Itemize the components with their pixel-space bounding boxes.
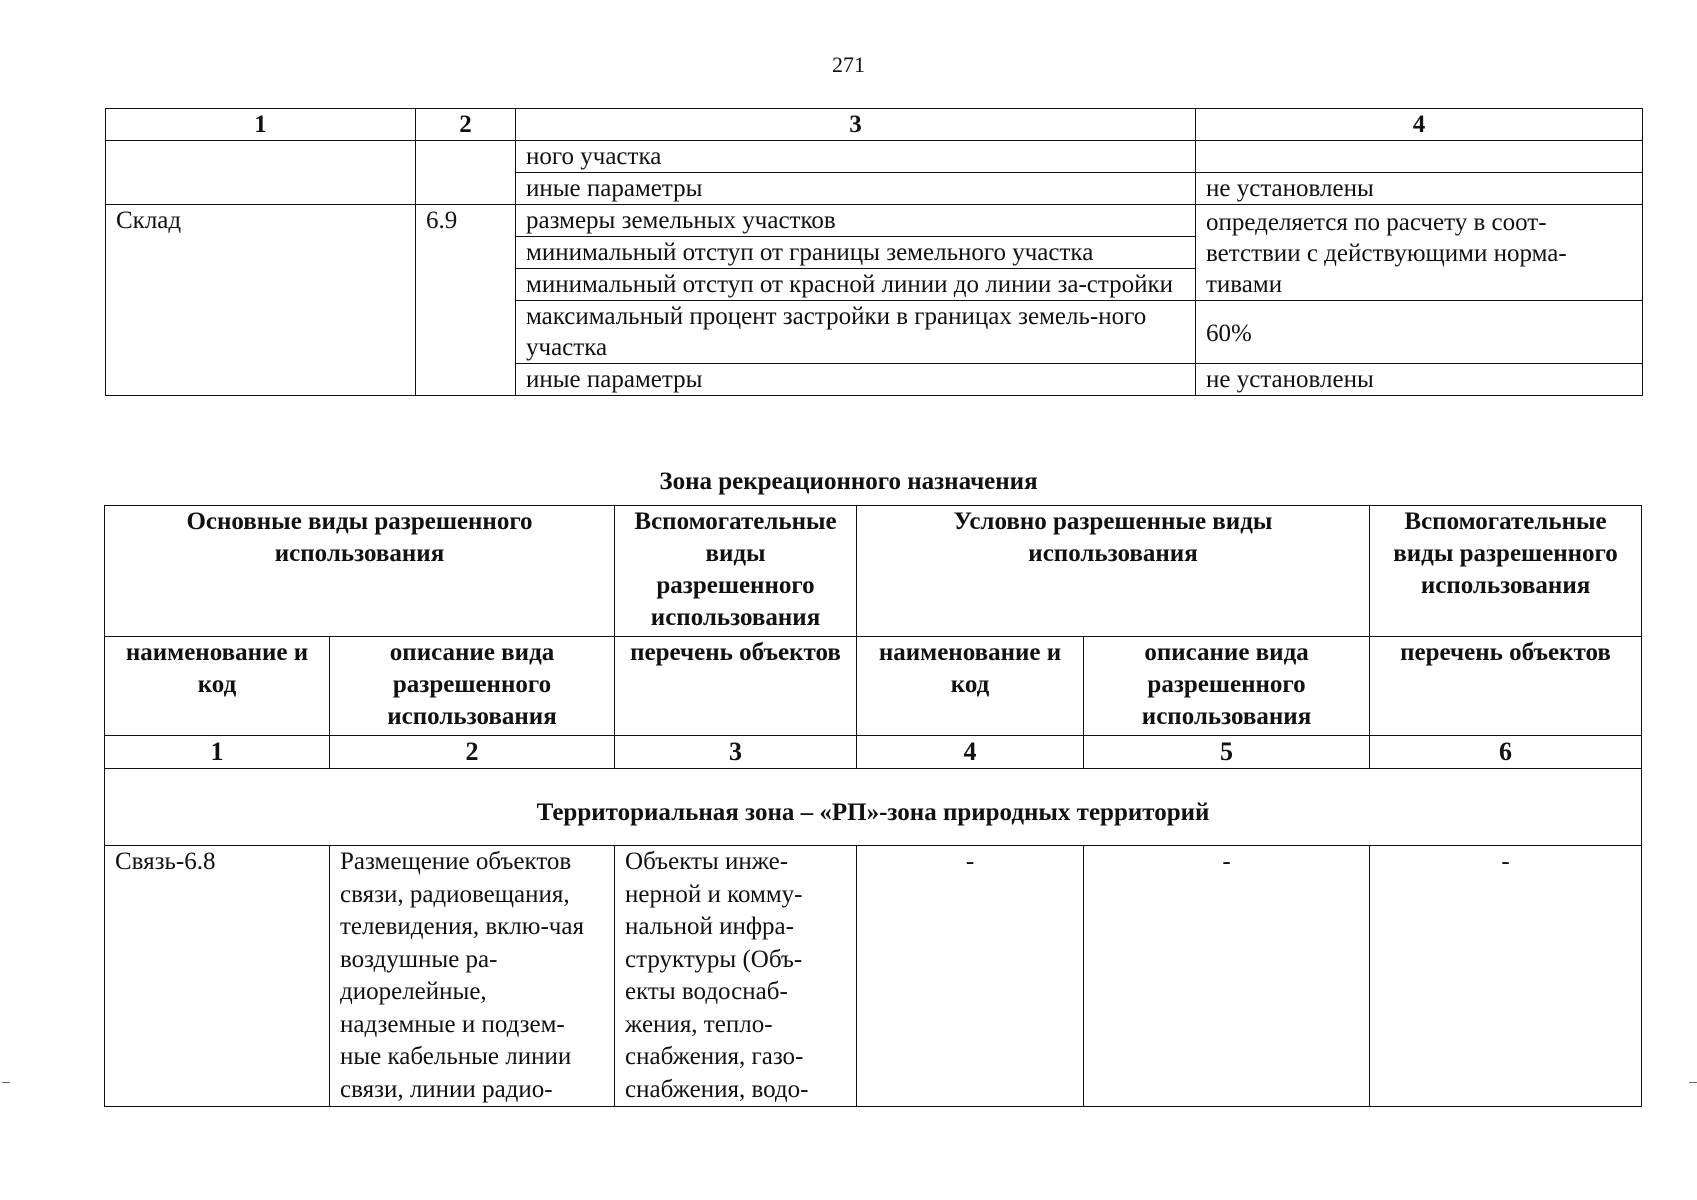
section-title: Зона рекреационного назначения [659,468,1038,495]
table-row [105,846,1642,1107]
header-main-uses: Основные виды разрешенного использования [105,506,615,637]
sub-header-row [105,637,1642,736]
zone-title: Территориальная зона – «РП»-зона природных территорий [105,769,1642,846]
param-cell: ного участка [516,141,1196,173]
zone-title-row [105,769,1642,846]
column-number: 2 [416,109,516,141]
header-object-list: перечень объектов [1370,637,1642,736]
param-cell: размеры земельных участков [516,205,1196,237]
header-name-code: наименование и код [857,637,1084,736]
column-number: 1 [106,109,416,141]
param-cell: минимальный отступ от границы земельного участка [516,237,1196,269]
land-parameters-table [105,108,1643,396]
table-row [106,205,1643,237]
column-number: 5 [1084,736,1370,769]
header-description: описание вида разрешенного использования [330,637,615,736]
column-numbers-row [105,736,1642,769]
empty-cell [416,141,516,205]
page-number: 271 [832,52,865,77]
value-cell: 60% [1196,301,1643,364]
header-aux-uses: Вспомогательные виды разрешенного использования [1370,506,1642,637]
use-code-cell: 6.9 [416,205,516,396]
value-cell: определяется по расчету в соот-ветствии с действующими норма-тивами [1196,205,1643,301]
use-name-code-cell: Связь-6.8 [105,846,330,1107]
use-name-cell: Склад [106,205,416,396]
use-description-cell: Размещение объектов связи, радиовещания, телевидения, вклю-чая воздушные ра-диорелейные, надземные и подзем-ные кабельные линии связи, линии радио- [330,846,615,1107]
param-cell: иные параметры [516,173,1196,205]
param-cell: минимальный отступ от красной линии до линии за-стройки [516,269,1196,301]
empty-dash-cell: - [1084,846,1370,1107]
column-number: 3 [615,736,857,769]
header-aux-uses: Вспомогательные виды разрешенного использования [615,506,857,637]
column-number: 6 [1370,736,1642,769]
header-object-list: перечень объектов [615,637,857,736]
empty-cell [106,141,416,205]
column-number: 4 [1196,109,1643,141]
column-number: 4 [857,736,1084,769]
column-number: 3 [516,109,1196,141]
empty-dash-cell: - [1370,846,1642,1107]
empty-dash-cell: - [857,846,1084,1107]
column-number: 2 [330,736,615,769]
column-number: 1 [105,736,330,769]
header-conditional-uses: Условно разрешенные виды использования [857,506,1370,637]
header-description: описание вида разрешенного использования [1084,637,1370,736]
group-header-row [105,506,1642,637]
param-cell: иные параметры [516,364,1196,396]
header-name-code: наименование и код [105,637,330,736]
table-row [106,141,1643,173]
table-header-row [106,109,1643,141]
scan-mark [1689,1082,1697,1083]
param-cell: максимальный процент застройки в границах земель-ного участка [516,301,1196,364]
scan-mark [2,1082,10,1083]
object-list-cell: Объекты инже-нерной и комму-нальной инфра-структуры (Объ-екты водоснаб-жения, тепло-снабжения, газо-снабжения, водо- [615,846,857,1107]
zoning-table [104,505,1642,1107]
value-cell: не установлены [1196,173,1643,205]
empty-cell [1196,141,1643,173]
value-cell: не установлены [1196,364,1643,396]
